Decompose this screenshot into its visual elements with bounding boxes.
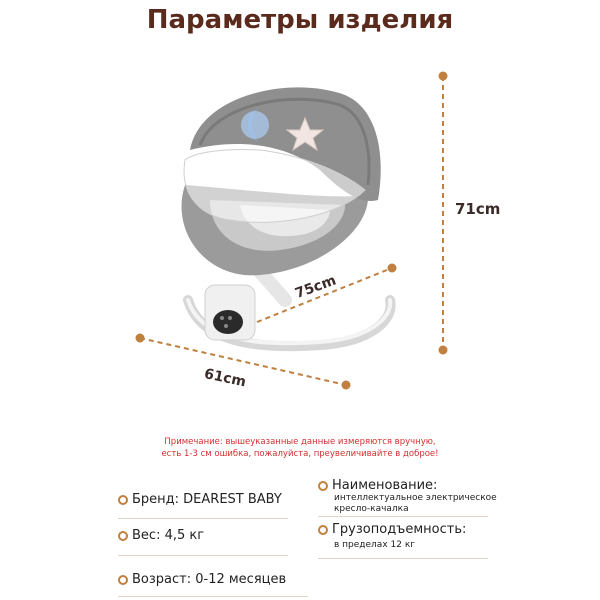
note-line-1: Примечание: вышеуказанные данные измеряются вручную, xyxy=(164,437,436,447)
note-line-2: есть 1-3 см ошибка, пожалуйста, преувеличивайте в доброе! xyxy=(161,449,439,459)
bullet-icon xyxy=(118,495,128,505)
bullet-icon xyxy=(118,531,128,541)
page-title: Параметры изделия xyxy=(146,5,454,35)
height-label: 71cm xyxy=(455,200,501,218)
spec-age: Возраст: 0-12 месяцев xyxy=(118,572,286,587)
dimension-dot xyxy=(388,264,397,273)
bullet-icon xyxy=(318,481,328,491)
divider xyxy=(318,558,488,559)
bullet-icon xyxy=(118,575,128,585)
spec-name: Наименование: интеллектуальное электрическое кресло-качалка xyxy=(318,478,497,515)
spec-weight: Вес: 4,5 кг xyxy=(118,528,204,543)
spec-brand: Бренд: DEAREST BABY xyxy=(118,492,282,507)
measurement-note xyxy=(100,436,500,460)
divider xyxy=(118,555,288,556)
depth-label: 75cm xyxy=(293,272,339,303)
dimension-dot xyxy=(439,346,448,355)
divider xyxy=(318,516,488,517)
divider xyxy=(118,518,288,519)
dimension-dot xyxy=(439,72,448,81)
spec-capacity: Грузоподъемность: в пределах 12 кг xyxy=(318,522,466,551)
width-label: 61cm xyxy=(202,366,248,391)
divider xyxy=(118,596,308,597)
dimension-dot xyxy=(342,381,351,390)
dimension-dot xyxy=(136,334,145,343)
bullet-icon xyxy=(318,525,328,535)
